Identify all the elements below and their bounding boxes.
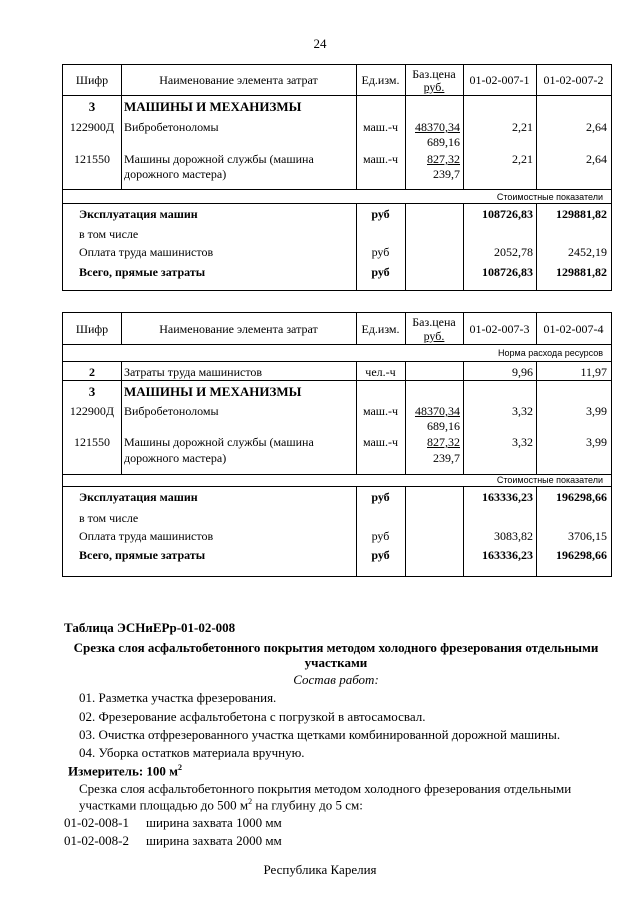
exploitation-b: 196298,66 xyxy=(556,490,607,504)
total-label: Всего, прямые затраты xyxy=(79,548,206,562)
labor-name: Затраты труда машинистов xyxy=(124,365,263,379)
labor-value-b: 11,97 xyxy=(580,365,607,379)
header-base-price-unit: руб. xyxy=(423,80,445,94)
group-name: МАШИНЫ И МЕХАНИЗМЫ xyxy=(124,99,302,114)
row-code: 121550 xyxy=(74,152,110,166)
row-unit: маш.-ч xyxy=(362,404,399,418)
row-code: 122900Д xyxy=(69,120,115,134)
header-shifr: Шифр xyxy=(75,73,109,87)
exploitation-b: 129881,82 xyxy=(556,207,607,221)
labor-pay-unit: руб xyxy=(371,529,390,543)
header-col-b: 01-02-007-2 xyxy=(543,73,604,87)
header-unit: Ед.изм. xyxy=(361,322,400,336)
row-name: Вибробетоноломы xyxy=(124,120,219,134)
item-text: ширина захвата 2000 мм xyxy=(146,833,282,848)
row-value-b: 2,64 xyxy=(586,152,607,166)
exploitation-unit: руб xyxy=(371,490,390,504)
row-name-cont: дорожного мастера) xyxy=(124,167,227,181)
row-code: 121550 xyxy=(74,435,110,449)
header-base-price: Баз.цена xyxy=(412,315,456,329)
total-a: 163336,23 xyxy=(482,548,533,562)
description: Срезка слоя асфальтобетонного покрытия методом холодного фрезерования отдельными xyxy=(79,781,572,796)
row-price-sub: 239,7 xyxy=(433,167,460,181)
total-b: 196298,66 xyxy=(556,548,607,562)
row-value-a: 3,32 xyxy=(512,404,533,418)
header-unit: Ед.изм. xyxy=(361,73,400,87)
total-label: Всего, прямые затраты xyxy=(79,265,206,279)
labor-pay-a: 3083,82 xyxy=(494,529,533,543)
row-price-sub: 689,16 xyxy=(427,135,460,149)
composition-label: Состав работ: xyxy=(293,672,379,687)
header-shifr: Шифр xyxy=(75,322,109,336)
group-code: 3 xyxy=(88,99,96,114)
row-value-a: 2,21 xyxy=(512,152,533,166)
including-label: в том числе xyxy=(79,227,139,241)
footer: Республика Карелия xyxy=(263,862,377,877)
row-unit: маш.-ч xyxy=(362,120,399,134)
exploitation-label: Эксплуатация машин xyxy=(79,490,198,504)
header-name: Наименование элемента затрат xyxy=(159,322,318,336)
header-col-a: 01-02-007-3 xyxy=(469,322,530,336)
total-a: 108726,83 xyxy=(482,265,533,279)
row-code: 122900Д xyxy=(69,404,115,418)
header-base-price: Баз.цена xyxy=(412,67,456,81)
header-base-price-unit: руб. xyxy=(423,329,445,343)
description-cont: участками площадью до 500 $м^2$ на глубину до 5 см: xyxy=(79,797,363,813)
work-step: 03. Очистка отфрезерованного участка щетками комбинированной дорожной машины. xyxy=(79,727,561,742)
labor-pay-a: 2052,78 xyxy=(494,245,533,259)
row-unit: маш.-ч xyxy=(362,435,399,449)
labor-pay-unit: руб xyxy=(371,245,390,259)
work-step: 01. Разметка участка фрезерования. xyxy=(79,690,277,705)
total-unit: руб xyxy=(371,265,390,279)
cost-table-1 xyxy=(62,64,612,291)
section-label: Стоимостные показатели xyxy=(496,475,603,485)
section-label: Стоимостные показатели xyxy=(496,192,603,202)
group-name: МАШИНЫ И МЕХАНИЗМЫ xyxy=(124,384,302,399)
work-step: 02. Фрезерование асфальтобетона с погрузкой в автосамосвал. xyxy=(79,709,426,724)
labor-pay-label: Оплата труда машинистов xyxy=(79,529,214,543)
labor-value-a: 9,96 xyxy=(512,365,533,379)
item-code: 01-02-008-1 xyxy=(64,815,129,830)
header-col-a: 01-02-007-1 xyxy=(469,73,530,87)
row-value-b: 3,99 xyxy=(586,435,607,449)
item-code: 01-02-008-2 xyxy=(64,833,129,848)
row-name: Машины дорожной службы (машина xyxy=(124,152,314,166)
including-label: в том числе xyxy=(79,511,139,525)
exploitation-a: 163336,23 xyxy=(482,490,533,504)
row-name: Вибробетоноломы xyxy=(124,404,219,418)
exploitation-a: 108726,83 xyxy=(482,207,533,221)
exploitation-unit: руб xyxy=(371,207,390,221)
work-step: 04. Уборка остатков материала вручную. xyxy=(79,745,305,760)
row-unit: маш.-ч xyxy=(362,152,399,166)
page-number: 24 xyxy=(313,36,327,51)
group-code: 3 xyxy=(88,384,96,399)
row-price: 48370,34 xyxy=(415,120,460,134)
header-col-b: 01-02-007-4 xyxy=(543,322,604,336)
section-heading-cont: участками xyxy=(304,655,368,670)
row-value-b: 2,64 xyxy=(586,120,607,134)
item-text: ширина захвата 1000 мм xyxy=(146,815,282,830)
cost-table-2 xyxy=(62,312,612,577)
row-value-a: 2,21 xyxy=(512,120,533,134)
row-name: Машины дорожной службы (машина xyxy=(124,435,314,449)
meter-label: Измеритель: 100 $м^2$ xyxy=(68,763,183,779)
labor-pay-label: Оплата труда машинистов xyxy=(79,245,214,259)
section-heading: Срезка слоя асфальтобетонного покрытия методом холодного фрезерования отдельными xyxy=(73,640,599,655)
labor-pay-b: 2452,19 xyxy=(568,245,607,259)
row-value-a: 3,32 xyxy=(512,435,533,449)
row-price-sub: 689,16 xyxy=(427,419,460,433)
header-name: Наименование элемента затрат xyxy=(159,73,318,87)
table-title: Таблица ЭСНиЕРр-01-02-008 xyxy=(64,620,236,635)
row-name-cont: дорожного мастера) xyxy=(124,451,227,465)
total-unit: руб xyxy=(371,548,390,562)
row-price: 827,32 xyxy=(427,435,460,449)
row-value-b: 3,99 xyxy=(586,404,607,418)
labor-pay-b: 3706,15 xyxy=(568,529,607,543)
row-price: 48370,34 xyxy=(415,404,460,418)
exploitation-label: Эксплуатация машин xyxy=(79,207,198,221)
row-price-sub: 239,7 xyxy=(433,451,460,465)
total-b: 129881,82 xyxy=(556,265,607,279)
labor-unit: чел.-ч xyxy=(365,365,396,379)
norm-label: Норма расхода ресурсов xyxy=(498,348,603,358)
labor-code: 2 xyxy=(89,365,95,379)
row-price: 827,32 xyxy=(427,152,460,166)
